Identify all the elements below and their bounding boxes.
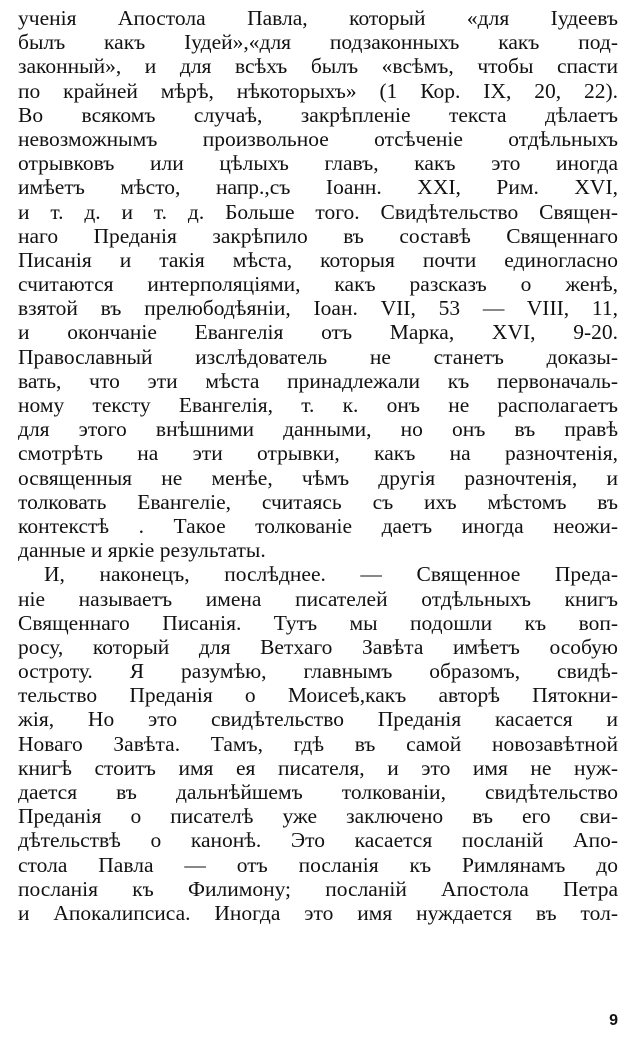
text-line: и окончаніе Евангелія отъ Марка, XVI, 9-20. [18,320,618,345]
text-line: посланія къ Филимону; посланій Апостола Петра [18,876,618,901]
text-line: законный», и для всѣхъ былъ «всѣмъ, чтобы спасти [18,54,618,79]
text-line: контекстѣ . Такое толкованіе даетъ иногда неожи- [18,513,618,538]
text-line: невозможнымъ произвольное отсѣченіе отдѣльныхъ [18,126,618,151]
text-line: Священнаго Писанія. Тутъ мы подошли къ воп- [18,610,618,635]
text-line: отрывковъ или цѣлыхъ главъ, какъ это иногда [18,151,618,176]
text-line: и т. д. и т. д. Больше того. Свидѣтельство Священ- [18,199,618,224]
text-line: наго Преданія закрѣпило въ составѣ Священнаго [18,223,618,248]
text-line: росу, который для Ветхаго Завѣта имѣетъ особую [18,634,618,659]
text-line: толковать Евангеліе, считаясь съ ихъ мѣстомъ въ [18,489,618,514]
text-line: данные и яркіе результаты. [18,538,266,563]
text-line: ніе называетъ имена писателей отдѣльныхъ книгъ [18,586,618,611]
text-line: и Апокалипсиса. Иногда это имя нуждается въ тол- [18,900,618,925]
text-line: освященныя не менѣе, чѣмъ другія разночтенія, и [18,465,618,490]
text-line: тельство Преданія о Моисеѣ,какъ авторѣ Пятокни- [18,683,618,708]
text-line: Православный изслѣдователь не станетъ доказы- [18,344,618,369]
text-line: стола Павла — отъ посланія къ Римлянамъ до [18,852,618,877]
paragraph [18,562,618,925]
text-line: Во всякомъ случаѣ, закрѣпленіе текста дѣлаетъ [18,102,618,127]
text-line: Преданія о писателѣ уже заключено въ его сви- [18,804,618,829]
page-number: 9 [609,1012,618,1029]
text-line: для этого внѣшними данными, но онъ въ правѣ [18,417,618,442]
text-line: вать, что эти мѣста принадлежали къ первоначаль- [18,368,618,393]
text-line: ному тексту Евангелія, т. к. онъ не располагаетъ [18,393,618,417]
text-line: имѣетъ мѣсто, напр.,съ Іоанн. XXI, Рим. XVI, [18,175,618,200]
text-line: И, наконецъ, послѣднее. — Священное Преда- [44,562,618,587]
paragraph [18,6,618,562]
text-line: былъ какъ Іудей»,«для подзаконныхъ какъ под- [18,30,618,55]
text-line: книгѣ стоитъ имя ея писателя, и это имя не нуж- [18,755,618,780]
body-text [18,6,618,925]
text-line: дается въ дальнѣйшемъ толкованіи, свидѣтельство [18,780,618,804]
text-line: считаются интерполяціями, какъ разсказъ о женѣ, [18,272,618,297]
text-line: по крайней мѣрѣ, нѣкоторыхъ» (1 Кор. IX, 20, 22). [18,78,618,103]
text-line: ученія Апостола Павла, который «для Іудеевъ [18,6,618,30]
text-line: смотрѣть на эти отрывки, какъ на разночтенія, [18,441,618,466]
text-line: Писанія и такія мѣста, которыя почти единогласно [18,247,618,272]
book-page [18,0,618,1044]
text-line: жія, Но это свидѣтельство Преданія касается и [18,707,618,732]
text-line: Новаго Завѣта. Тамъ, гдѣ въ самой новозавѣтной [18,731,618,756]
text-line: дѣтельствѣ о канонѣ. Это касается посланій Апо- [18,828,618,853]
text-line: остроту. Я разумѣю, главнымъ образомъ, свидѣ- [18,659,618,684]
text-line: взятой въ прелюбодѣяніи, Іоан. VII, 53 — VIII, 11, [18,296,618,321]
